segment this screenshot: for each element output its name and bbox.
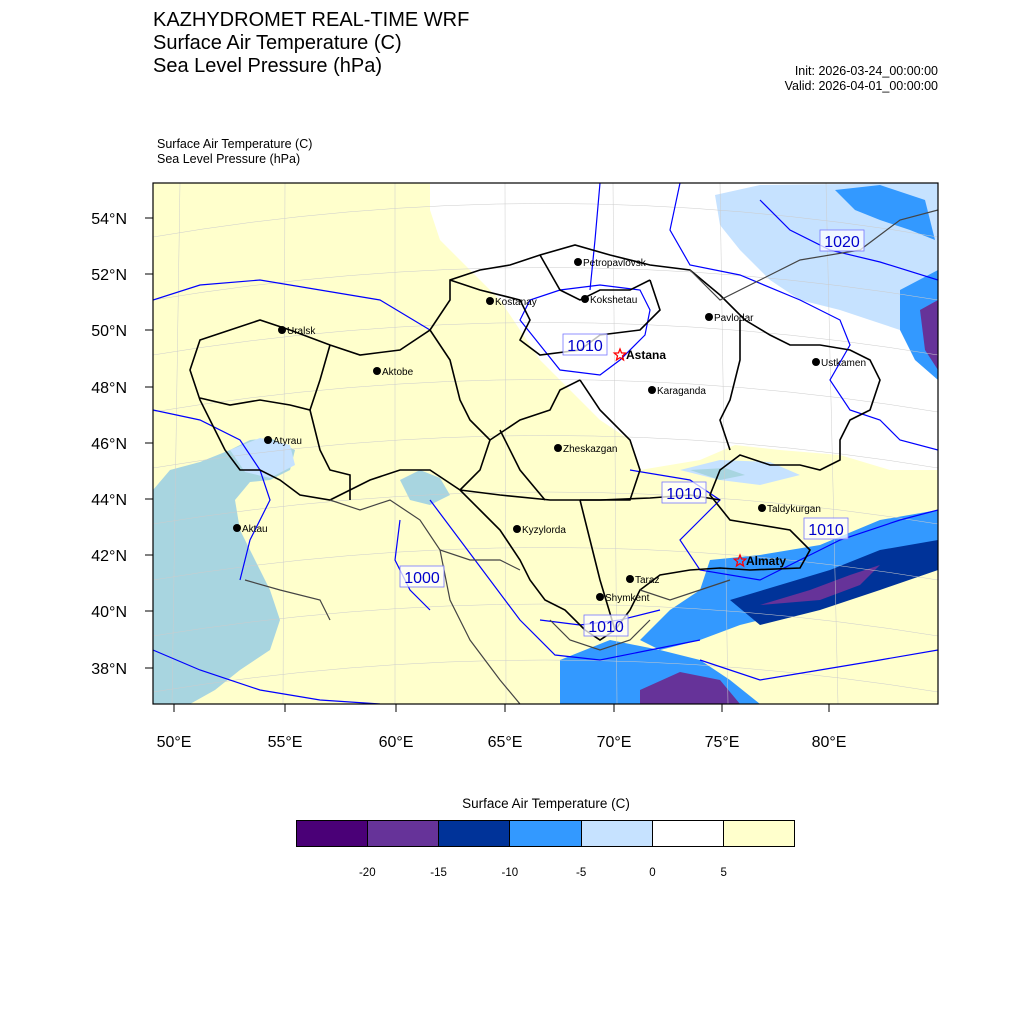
colorbar-title: Surface Air Temperature (C) <box>462 796 630 811</box>
city-dot <box>596 593 604 601</box>
city-dot <box>758 504 766 512</box>
colorbar-swatch <box>439 821 510 846</box>
city-dot <box>626 575 634 583</box>
city-dot <box>574 258 582 266</box>
city-label: Atyrau <box>273 436 302 447</box>
city-dot <box>554 444 562 452</box>
title-line-3: Sea Level Pressure (hPa) <box>153 55 383 77</box>
colorbar-label: -20 <box>358 867 376 879</box>
city-dot <box>278 326 286 334</box>
lat-tick-label: 48°N <box>91 380 127 397</box>
isobar-label: 1010 <box>588 619 624 636</box>
city-label: Petropavlovsk <box>583 258 646 269</box>
lat-tick-label: 38°N <box>91 661 127 678</box>
city-dot <box>513 525 521 533</box>
city-dot <box>648 386 656 394</box>
city-label: Taldykurgan <box>767 504 821 515</box>
colorbar-label: 5 <box>720 867 727 879</box>
colorbar-swatch <box>724 821 794 846</box>
city-label: Astana <box>626 348 667 362</box>
isobar-label: 1010 <box>666 486 702 503</box>
lat-tick-label: 42°N <box>91 548 127 565</box>
isobar-label: 1020 <box>824 234 860 251</box>
lat-tick-label: 50°N <box>91 323 127 340</box>
colorbar-label: -15 <box>430 867 447 879</box>
city-label: Almaty <box>746 554 787 568</box>
colorbar-swatch <box>582 821 653 846</box>
lon-tick-label: 60°E <box>378 734 414 751</box>
lat-tick-label: 40°N <box>91 604 127 621</box>
colorbar-swatch <box>653 821 724 846</box>
init-time: Init: 2026-03-24_00:00:00 <box>794 64 938 78</box>
subtitle-line-1: Surface Air Temperature (C) <box>157 137 313 151</box>
city-label: Kyzylorda <box>522 525 566 536</box>
city-label: Uralsk <box>287 326 316 337</box>
isobar-label: 1010 <box>808 522 844 539</box>
city-dot <box>373 367 381 375</box>
city-dot <box>233 524 241 532</box>
city-label: Zheskazgan <box>563 444 618 455</box>
city-label: Aktau <box>242 524 268 535</box>
colorbar-label: -5 <box>576 867 587 879</box>
lon-tick-label: 55°E <box>267 734 303 751</box>
colorbar-swatch <box>297 821 368 846</box>
latitude-ticks <box>91 211 153 678</box>
lat-tick-label: 46°N <box>91 436 127 453</box>
city-label: Karaganda <box>657 386 706 397</box>
isobar-label: 1000 <box>404 570 440 587</box>
longitude-ticks <box>157 704 847 751</box>
valid-time: Valid: 2026-04-01_00:00:00 <box>784 79 938 93</box>
title-line-1: KAZHYDROMET REAL-TIME WRF <box>153 9 470 31</box>
city-label: Ustkamen <box>821 358 867 369</box>
colorbar-label: -10 <box>501 867 519 879</box>
map-field <box>153 183 938 704</box>
colorbar-swatch <box>510 821 581 846</box>
isobar-label: 1010 <box>567 338 603 355</box>
colorbar <box>296 820 795 847</box>
lat-tick-label: 44°N <box>91 492 127 509</box>
city-dot <box>264 436 272 444</box>
city-dot <box>486 297 494 305</box>
city-label: Taraz <box>635 575 660 586</box>
city-label: Pavlodar <box>714 313 754 324</box>
colorbar-label: 0 <box>649 867 656 879</box>
city-label: Kokshetau <box>590 295 638 306</box>
city-dot <box>705 313 713 321</box>
lon-tick-label: 70°E <box>596 734 632 751</box>
city-label: Kostanay <box>495 297 537 308</box>
city-dot <box>581 295 589 303</box>
city-label: Aktobe <box>382 367 414 378</box>
lat-tick-label: 54°N <box>91 211 127 228</box>
lon-tick-label: 50°E <box>156 734 192 751</box>
colorbar-swatch <box>368 821 439 846</box>
title-line-2: Surface Air Temperature (C) <box>153 32 402 54</box>
lon-tick-label: 80°E <box>811 734 847 751</box>
city-label: Shymkent <box>605 593 650 604</box>
lon-tick-label: 65°E <box>487 734 523 751</box>
city-dot <box>812 358 820 366</box>
lat-tick-label: 52°N <box>91 267 127 284</box>
lon-tick-label: 75°E <box>704 734 740 751</box>
subtitle-line-2: Sea Level Pressure (hPa) <box>157 152 301 166</box>
